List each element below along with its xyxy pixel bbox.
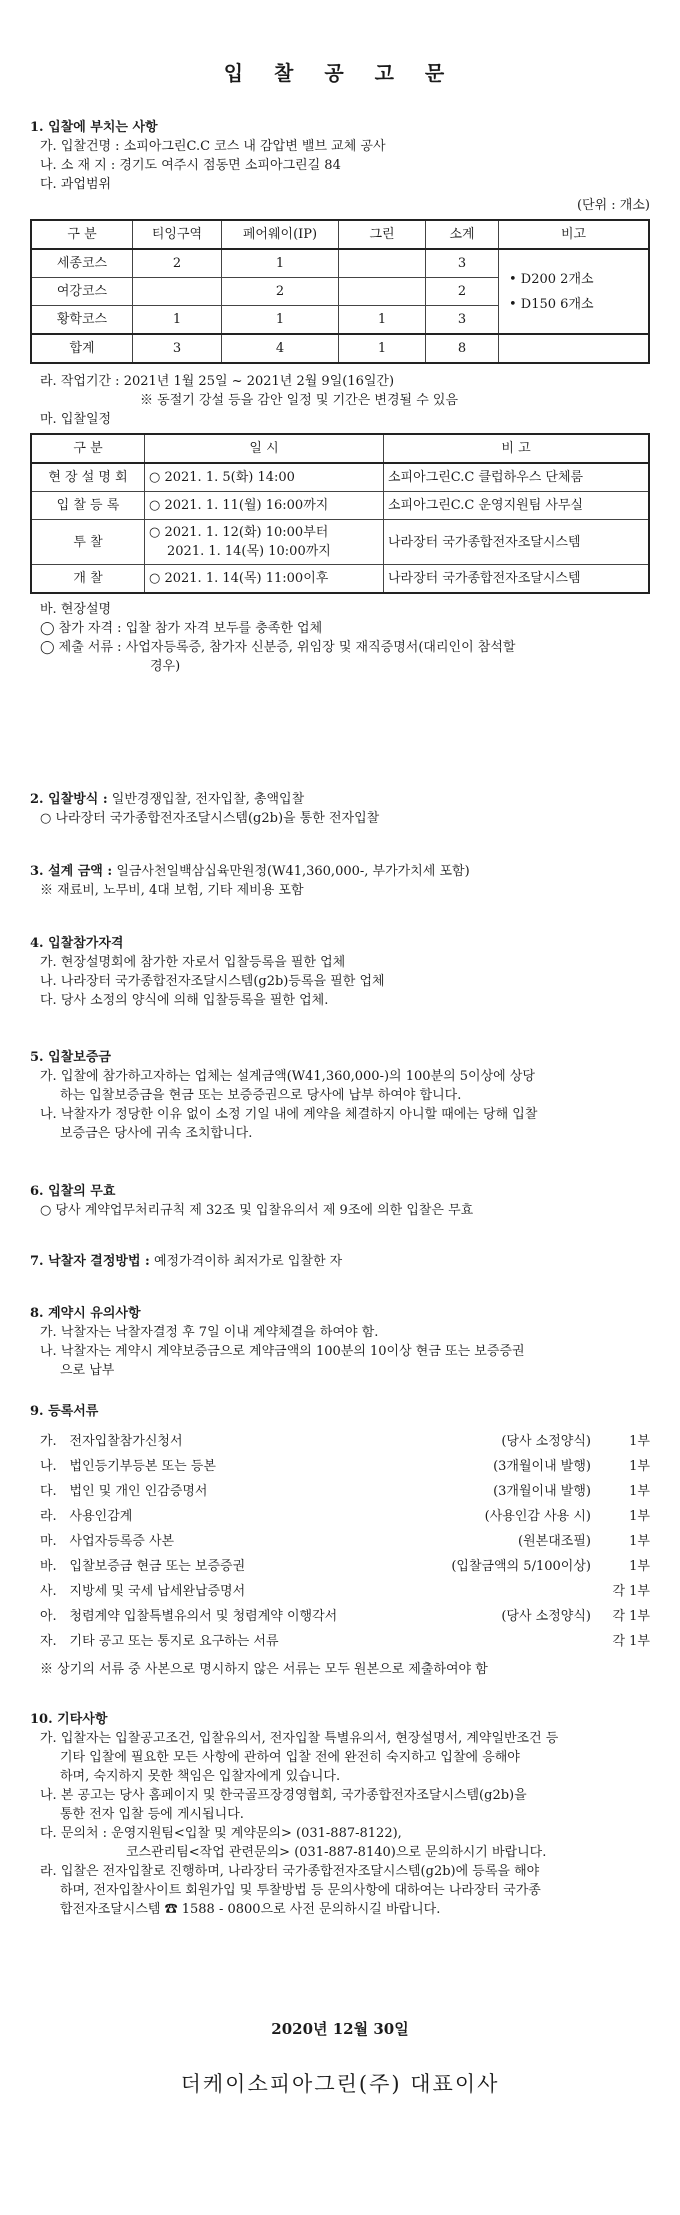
doc-count: 1부 xyxy=(629,1534,650,1549)
section-7-heading: 7. 낙찰자 결정방법 : xyxy=(30,1254,150,1269)
col-header: 티잉구역 xyxy=(133,220,222,249)
table-cell: 1 xyxy=(222,249,339,278)
design-amount-note: ※ 재료비, 노무비, 4대 보험, 기타 제비용 포함 xyxy=(40,883,304,898)
table-cell: 투 찰 xyxy=(31,520,145,565)
table-cell: 나라장터 국가종합전자조달시스템 xyxy=(384,520,650,565)
remark-d150: • D150 6개소 xyxy=(509,296,594,312)
table-cell: 소피아그린C.C 운영지원팀 사무실 xyxy=(384,492,650,520)
table-cell: 4 xyxy=(222,334,339,363)
section-5 xyxy=(30,1048,650,1143)
misc-3: 다. 문의처 : 운영지원팀<입찰 및 계약문의> (031-887-8122), xyxy=(40,1826,402,1841)
doc-note: (3개월이내 발행) xyxy=(493,1484,591,1499)
section-10-heading: 10. 기타사항 xyxy=(30,1712,108,1727)
table-cell: 1 xyxy=(222,306,339,335)
table-cell xyxy=(133,278,222,306)
scope-table xyxy=(30,219,650,364)
schedule-label: 마. 입찰일정 xyxy=(40,412,112,427)
doc-name: 청렴계약 입찰특별유의서 및 청렴계약 이행각서 xyxy=(69,1609,338,1624)
doc-note: (당사 소정양식) xyxy=(501,1609,591,1624)
table-cell xyxy=(339,249,426,278)
bid-start: ○ 2021. 1. 12(화) 10:00부터 xyxy=(149,525,329,540)
design-amount: 일금사천일백삼십육만원정(W41,360,000-, 부가가치세 포함) xyxy=(112,864,470,879)
doc-name: 법인 및 개인 인감증명서 xyxy=(69,1484,208,1499)
section-1-heading: 1. 입찰에 부치는 사항 xyxy=(30,120,158,135)
bid-name: 가. 입찰건명 : 소피아그린C.C 코스 내 감압변 밸브 교체 공사 xyxy=(40,139,386,154)
site-briefing-docs: ◯ 제출 서류 : 사업자등록증, 참가자 신분증, 위임장 및 재직증명서(대리인이 참석할 xyxy=(40,640,516,655)
scope-label: 다. 과업범위 xyxy=(40,177,112,192)
table-cell: 황학코스 xyxy=(31,306,133,335)
table-cell: 여강코스 xyxy=(31,278,133,306)
deposit-2: 나. 낙찰자가 정당한 이유 없이 소정 기일 내에 계약을 체결하지 아니할 때에는 당해 입찰 xyxy=(40,1107,538,1122)
table-cell: 현 장 설 명 회 xyxy=(31,463,145,492)
section-2 xyxy=(30,790,650,828)
doc-number: 가. xyxy=(40,1434,57,1449)
doc-number: 아. xyxy=(40,1609,57,1624)
table-cell: 2 xyxy=(426,278,499,306)
invalid-bid: ○ 당사 계약업무처리규칙 제 32조 및 입찰유의서 제 9조에 의한 입찰은 무효 xyxy=(40,1203,474,1218)
section-3 xyxy=(30,862,650,900)
section-8-heading: 8. 계약시 유의사항 xyxy=(30,1306,141,1321)
section-4-heading: 4. 입찰참가자격 xyxy=(30,936,124,951)
table-cell: 1 xyxy=(339,334,426,363)
page-title: 입 찰 공 고 문 xyxy=(223,61,457,85)
doc-name: 사용인감계 xyxy=(69,1509,133,1524)
col-header: 구 분 xyxy=(31,220,133,249)
site-briefing-docs-cont: 경우) xyxy=(150,659,181,674)
deposit-2-cont: 보증금은 당사에 귀속 조치합니다. xyxy=(60,1126,253,1141)
table-cell: 3 xyxy=(426,306,499,335)
site-briefing-eligibility: ◯ 참가 자격 : 입찰 참가 자격 보두를 충족한 업체 xyxy=(40,621,323,636)
qualification-2: 나. 나라장터 국가종합전자조달시스템(g2b)등록을 필한 업체 xyxy=(40,974,385,989)
doc-number: 다. xyxy=(40,1484,57,1499)
table-row xyxy=(31,249,649,278)
table-cell xyxy=(339,278,426,306)
table-row xyxy=(31,492,649,520)
list-item xyxy=(30,1629,650,1654)
table-cell xyxy=(499,334,650,363)
table-cell: 나라장터 국가종합전자조달시스템 xyxy=(384,565,650,594)
doc-name: 기타 공고 또는 통지로 요구하는 서류 xyxy=(69,1634,279,1649)
doc-name: 전자입찰참가신청서 xyxy=(69,1434,183,1449)
bid-end: 2021. 1. 14(목) 10:00까지 xyxy=(167,544,331,559)
doc-number: 자. xyxy=(40,1634,57,1649)
list-item xyxy=(30,1554,650,1579)
bid-method: 일반경쟁입찰, 전자입찰, 총액입찰 xyxy=(107,792,305,807)
doc-count: 각 1부 xyxy=(612,1634,650,1649)
col-header: 비 고 xyxy=(384,434,650,463)
table-cell: 개 찰 xyxy=(31,565,145,594)
table-cell: 세종코스 xyxy=(31,249,133,278)
deposit-1-cont: 하는 입찰보증금을 현금 또는 보증증권으로 당사에 납부 하여야 합니다. xyxy=(60,1088,462,1103)
doc-count: 1부 xyxy=(629,1509,650,1524)
table-cell: 1 xyxy=(339,306,426,335)
col-header: 소계 xyxy=(426,220,499,249)
section-5-heading: 5. 입찰보증금 xyxy=(30,1050,111,1065)
doc-number: 사. xyxy=(40,1584,57,1599)
doc-note: (3개월이내 발행) xyxy=(493,1459,591,1474)
section-2-heading: 2. 입찰방식 : xyxy=(30,792,108,807)
misc-1-cont: 기타 입찰에 필요한 모든 사항에 관하여 입찰 전에 완전히 숙지하고 입찰에 응해야 xyxy=(60,1750,520,1765)
doc-count: 1부 xyxy=(629,1434,650,1449)
work-period-note: ※ 동절기 강설 등을 감안 일정 및 기간은 변경될 수 있음 xyxy=(140,393,459,408)
unit-label: (단위 : 개소) xyxy=(576,198,650,213)
table-cell: 8 xyxy=(426,334,499,363)
table-row xyxy=(31,520,649,565)
table-cell: ○ 2021. 1. 14(목) 11:00이후 xyxy=(145,565,384,594)
doc-note xyxy=(424,1579,591,1604)
table-cell: 합계 xyxy=(31,334,133,363)
section-9 xyxy=(30,1402,650,1679)
col-header: 비고 xyxy=(499,220,650,249)
doc-number: 마. xyxy=(40,1534,57,1549)
section-6-heading: 6. 입찰의 무효 xyxy=(30,1184,116,1199)
signature: 더케이소피아그린(주) 대표이사 xyxy=(180,2072,500,2096)
contract-note-1: 가. 낙찰자는 낙찰자결정 후 7일 이내 계약체결을 하여야 함. xyxy=(40,1325,379,1340)
bid-method-detail: ○ 나라장터 국가종합전자조달시스템(g2b)을 통한 전자입찰 xyxy=(40,811,380,826)
list-item xyxy=(30,1604,650,1629)
deposit-1: 가. 입찰에 참가하고자하는 업체는 설계금액(W41,360,000-)의 100분의 5이상에 상당 xyxy=(40,1069,535,1084)
section-7 xyxy=(30,1252,650,1271)
doc-name: 입찰보증금 현금 또는 보증증권 xyxy=(69,1559,246,1574)
table-cell: 1 xyxy=(133,306,222,335)
section-4 xyxy=(30,934,650,1010)
misc-2: 나. 본 공고는 당사 홈페이지 및 한국골프장경영협회, 국가종합전자조달시스템(g2b)을 xyxy=(40,1788,527,1803)
list-item xyxy=(30,1454,650,1479)
document-list xyxy=(30,1429,650,1654)
misc-4-cont: 하며, 전자입찰사이트 회원가입 및 투찰방법 등 문의사항에 대하여는 나라장터 국가종 xyxy=(60,1883,541,1898)
qualification-3: 다. 당사 소정의 양식에 의해 입찰등록을 필한 업체. xyxy=(40,993,329,1008)
list-item xyxy=(30,1429,650,1454)
section-8 xyxy=(30,1304,650,1380)
table-total-row xyxy=(31,334,649,363)
contract-note-2: 나. 낙찰자는 계약시 계약보증금으로 계약금액의 100분의 10이상 현금 또는 보증증권 xyxy=(40,1344,525,1359)
contract-note-2-cont: 으로 납부 xyxy=(60,1363,115,1378)
table-header-row xyxy=(31,434,649,463)
table-cell: ○ 2021. 1. 11(월) 16:00까지 xyxy=(145,492,384,520)
qualification-1: 가. 현장설명회에 참가한 자로서 입찰등록을 필한 업체 xyxy=(40,955,346,970)
doc-number: 라. xyxy=(40,1509,57,1524)
list-item xyxy=(30,1479,650,1504)
section-6 xyxy=(30,1182,650,1220)
section-3-heading: 3. 설계 금액 : xyxy=(30,864,113,879)
col-header: 페어웨이(IP) xyxy=(222,220,339,249)
table-cell xyxy=(145,520,384,565)
table-row xyxy=(31,463,649,492)
misc-2-cont: 통한 전자 입찰 등에 게시됩니다. xyxy=(60,1807,244,1822)
table-row xyxy=(31,565,649,594)
misc-4: 라. 입찰은 전자입찰로 진행하며, 나라장터 국가종합전자조달시스템(g2b)에 등록을 해야 xyxy=(40,1864,540,1879)
document-note: ※ 상기의 서류 중 사본으로 명시하지 않은 서류는 모두 원본으로 제출하여야 함 xyxy=(40,1662,488,1677)
misc-1-cont2: 하며, 숙지하지 못한 책임은 입찰자에게 있습니다. xyxy=(60,1769,341,1784)
remarks-cell xyxy=(499,249,650,334)
schedule-table xyxy=(30,433,650,594)
notice-date: 2020년 12월 30일 xyxy=(271,2020,409,2038)
doc-count: 1부 xyxy=(629,1559,650,1574)
award-method: 예정가격이하 최저가로 입찰한 자 xyxy=(149,1254,343,1269)
col-header: 구 분 xyxy=(31,434,145,463)
table-cell: 입 찰 등 록 xyxy=(31,492,145,520)
table-header-row xyxy=(31,220,649,249)
doc-note: (원본대조필) xyxy=(518,1534,591,1549)
table-cell: 2 xyxy=(133,249,222,278)
doc-count: 1부 xyxy=(629,1484,650,1499)
site-briefing-label: 바. 현장설명 xyxy=(40,602,112,617)
remark-d200: • D200 2개소 xyxy=(509,271,594,287)
doc-note: (입찰금액의 5/100이상) xyxy=(451,1559,591,1574)
list-item xyxy=(30,1504,650,1529)
doc-number: 나. xyxy=(40,1459,57,1474)
section-9-heading: 9. 등록서류 xyxy=(30,1404,99,1419)
doc-count: 각 1부 xyxy=(612,1609,650,1624)
doc-name: 사업자등록증 사본 xyxy=(69,1534,175,1549)
location: 나. 소 재 지 : 경기도 여주시 점동면 소피아그린길 84 xyxy=(40,158,341,173)
misc-4-cont2: 합전자조달시스템 ☎ 1588 - 0800으로 사전 문의하시길 바랍니다. xyxy=(60,1902,441,1917)
doc-note: (당사 소정양식) xyxy=(501,1434,591,1449)
list-item xyxy=(30,1529,650,1554)
col-header: 일 시 xyxy=(145,434,384,463)
doc-note xyxy=(424,1629,591,1654)
table-cell: 소피아그린C.C 클럽하우스 단체룸 xyxy=(384,463,650,492)
doc-name: 법인등기부등본 또는 등본 xyxy=(69,1459,216,1474)
doc-count: 각 1부 xyxy=(612,1584,650,1599)
section-10 xyxy=(30,1710,650,1919)
doc-name: 지방세 및 국세 납세완납증명서 xyxy=(69,1584,246,1599)
misc-1: 가. 입찰자는 입찰공고조건, 입찰유의서, 전자입찰 특별유의서, 현장설명서, 계약일반조건 등 xyxy=(40,1731,559,1746)
work-period: 라. 작업기간 : 2021년 1월 25일 ~ 2021년 2월 9일(16일간) xyxy=(40,374,395,389)
doc-note: (사용인감 사용 시) xyxy=(484,1509,591,1524)
table-cell: 2 xyxy=(222,278,339,306)
col-header: 그린 xyxy=(339,220,426,249)
misc-3-cont: 코스관리팀<작업 관련문의> (031-887-8140)으로 문의하시기 바랍니다. xyxy=(126,1845,547,1860)
list-item xyxy=(30,1579,650,1604)
table-cell: 3 xyxy=(133,334,222,363)
section-1 xyxy=(30,118,650,676)
doc-number: 바. xyxy=(40,1559,57,1574)
doc-count: 1부 xyxy=(629,1459,650,1474)
table-cell: 3 xyxy=(426,249,499,278)
table-cell: ○ 2021. 1. 5(화) 14:00 xyxy=(145,463,384,492)
